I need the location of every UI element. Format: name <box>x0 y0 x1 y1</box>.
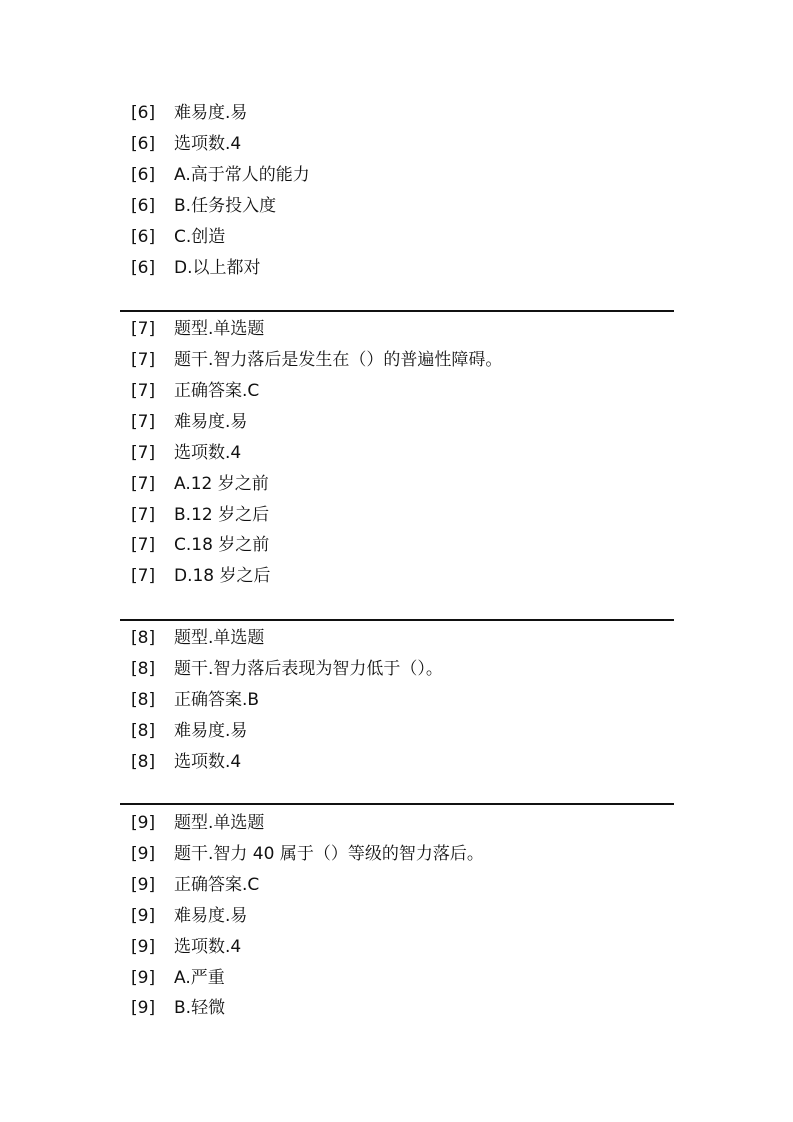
question-number: [7] <box>131 474 156 494</box>
question-9-line <box>131 996 225 1020</box>
question-8-line <box>131 750 241 774</box>
question-number: [7] <box>131 350 156 370</box>
question-8-line <box>131 688 259 712</box>
question-number: [6] <box>131 258 156 278</box>
question-6-line <box>131 163 310 187</box>
question-number: [6] <box>131 103 156 123</box>
question-number: [6] <box>131 227 156 247</box>
line-text: D.以上都对 <box>174 258 261 278</box>
question-number: [9] <box>131 968 156 988</box>
question-9-line <box>131 811 264 835</box>
section-divider <box>120 619 674 621</box>
question-9-line <box>131 935 241 959</box>
question-number: [6] <box>131 196 156 216</box>
question-number: [9] <box>131 844 156 864</box>
question-7-line <box>131 564 271 588</box>
line-text: B.轻微 <box>174 998 226 1018</box>
line-text: A.严重 <box>174 968 225 988</box>
line-text: 难易度.易 <box>174 103 248 123</box>
line-text: B.任务投入度 <box>174 196 277 216</box>
question-6-line <box>131 225 225 249</box>
question-9-line <box>131 904 247 928</box>
line-text: 题型.单选题 <box>174 813 265 833</box>
line-text: 正确答案.B <box>174 690 260 710</box>
line-text: 正确答案.C <box>174 875 260 895</box>
line-text: 题型.单选题 <box>174 628 265 648</box>
question-number: [9] <box>131 937 156 957</box>
question-number: [7] <box>131 535 156 555</box>
line-text: 选项数.4 <box>174 937 242 957</box>
question-6-line <box>131 101 247 125</box>
question-number: [9] <box>131 813 156 833</box>
question-7-line <box>131 533 269 557</box>
question-7-line <box>131 472 269 496</box>
question-number: [8] <box>131 721 156 741</box>
question-9-line <box>131 873 259 897</box>
question-6-line <box>131 132 241 156</box>
line-text: 题干.智力 40 属于（）等级的智力落后。 <box>174 844 484 864</box>
line-text: 题干.智力落后表现为智力低于（）。 <box>174 659 443 679</box>
question-number: [7] <box>131 412 156 432</box>
section-divider <box>120 310 674 312</box>
line-text: 正确答案.C <box>174 381 260 401</box>
question-7-line <box>131 441 241 465</box>
question-number: [6] <box>131 165 156 185</box>
question-6-line <box>131 256 261 280</box>
question-7-line <box>131 379 259 403</box>
question-8-line <box>131 719 247 743</box>
line-text: B.12 岁之后 <box>174 505 270 525</box>
question-8-line <box>131 657 443 681</box>
line-text: D.18 岁之后 <box>174 566 271 586</box>
question-number: [7] <box>131 443 156 463</box>
line-text: 选项数.4 <box>174 443 242 463</box>
question-7-line <box>131 348 502 372</box>
line-text: 选项数.4 <box>174 134 242 154</box>
line-text: C.创造 <box>174 227 226 247</box>
line-text: 难易度.易 <box>174 906 248 926</box>
question-number: [8] <box>131 628 156 648</box>
question-number: [9] <box>131 906 156 926</box>
question-number: [6] <box>131 134 156 154</box>
question-number: [9] <box>131 998 156 1018</box>
line-text: A.12 岁之前 <box>174 474 269 494</box>
line-text: 题型.单选题 <box>174 319 265 339</box>
question-number: [7] <box>131 381 156 401</box>
line-text: 难易度.易 <box>174 721 248 741</box>
line-text: 题干.智力落后是发生在（）的普遍性障碍。 <box>174 350 503 370</box>
line-text: 难易度.易 <box>174 412 248 432</box>
line-text: A.高于常人的能力 <box>174 165 310 185</box>
question-number: [8] <box>131 659 156 679</box>
question-7-line <box>131 410 247 434</box>
question-number: [7] <box>131 566 156 586</box>
question-9-line <box>131 842 484 866</box>
question-number: [8] <box>131 752 156 772</box>
line-text: C.18 岁之前 <box>174 535 270 555</box>
question-number: [7] <box>131 319 156 339</box>
question-7-line <box>131 503 269 527</box>
question-6-line <box>131 194 276 218</box>
question-9-line <box>131 966 225 990</box>
question-number: [8] <box>131 690 156 710</box>
question-7-line <box>131 317 264 341</box>
section-divider <box>120 803 674 805</box>
question-8-line <box>131 626 264 650</box>
question-number: [7] <box>131 505 156 525</box>
line-text: 选项数.4 <box>174 752 242 772</box>
question-number: [9] <box>131 875 156 895</box>
